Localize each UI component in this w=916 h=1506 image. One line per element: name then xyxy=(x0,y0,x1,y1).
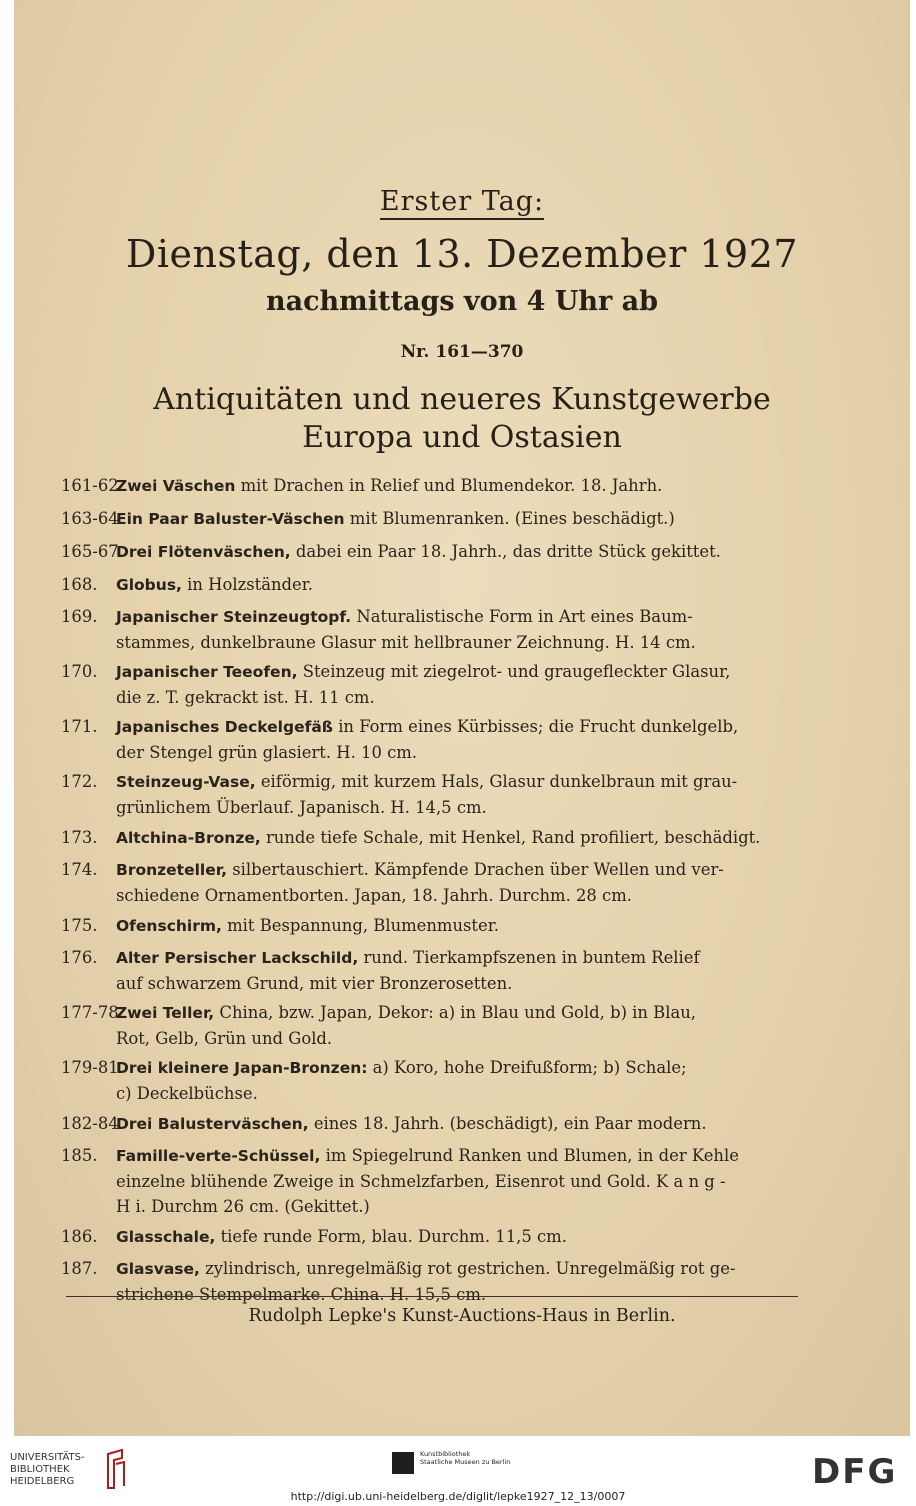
lot-entry xyxy=(61,1143,805,1219)
dfg-logo[interactable]: DFG xyxy=(812,1452,898,1492)
footer-divider xyxy=(66,1296,798,1297)
lot-description: zylindrisch, unregelmäßig rot gestrichen. Unregelmäßig rot ge- xyxy=(205,1259,736,1278)
lot-number: 187. xyxy=(61,1259,98,1278)
lot-entry xyxy=(61,1223,805,1251)
lot-title: Drei kleinere Japan-Bronzen: xyxy=(116,1059,368,1077)
lot-description: strichene Stempelmarke. China. H. 15,5 cm. xyxy=(116,1285,487,1304)
lot-title: Alter Persischer Lackschild, xyxy=(116,949,359,967)
publisher-line: Rudolph Lepke's Kunst-Auctions-Haus in Berlin. xyxy=(248,1306,676,1326)
permalink-url[interactable]: http://digi.ub.uni-heidelberg.de/diglit/lepke1927_12_13/0007 xyxy=(290,1490,626,1503)
lot-entry xyxy=(61,571,805,599)
ub-logo-line: UNIVERSITÄTS- xyxy=(10,1452,85,1463)
lot-description: a) Koro, hohe Dreifußform; b) Schale; xyxy=(372,1058,687,1077)
lot-number: 168. xyxy=(61,575,98,594)
lot-number: 171. xyxy=(61,717,98,736)
lot-number: 185. xyxy=(61,1146,98,1165)
lot-number: 177-78. xyxy=(61,1003,124,1022)
lot-description: stammes, dunkelbraune Glasur mit hellbrauner Zeichnung. H. 14 cm. xyxy=(116,633,696,652)
lot-entry xyxy=(61,1256,805,1307)
lot-number: 182-84. xyxy=(61,1114,124,1133)
lot-title: Glasvase, xyxy=(116,1260,200,1278)
lot-description: die z. T. gekrackt ist. H. 11 cm. xyxy=(116,688,375,707)
lot-title: Japanischer Teeofen, xyxy=(116,663,298,681)
day-heading: Erster Tag: xyxy=(14,186,910,217)
lot-entry xyxy=(61,472,805,500)
lot-title: Bronzeteller, xyxy=(116,861,227,879)
lot-title: Zwei Väschen xyxy=(116,477,236,495)
lot-description: Steinzeug mit ziegelrot- und graugefleckter Glasur, xyxy=(302,662,731,681)
lot-description: eines 18. Jahrh. (beschädigt), ein Paar modern. xyxy=(313,1114,707,1133)
lot-description: mit Blumenranken. (Eines beschädigt.) xyxy=(349,509,675,528)
lot-description: eiförmig, mit kurzem Hals, Glasur dunkelbraun mit grau- xyxy=(260,772,738,791)
lot-description: rund. Tierkampfszenen in buntem Relief xyxy=(363,948,700,967)
lot-entry xyxy=(61,912,805,940)
lot-number: 169. xyxy=(61,607,98,626)
lot-title: Glasschale, xyxy=(116,1228,216,1246)
lot-description: in Form eines Kürbisses; die Frucht dunkelgelb, xyxy=(338,717,739,736)
lot-description: tiefe runde Form, blau. Durchm. 11,5 cm. xyxy=(220,1227,567,1246)
lot-description: H i. Durchm 26 cm. (Gekittet.) xyxy=(116,1197,370,1216)
kunstbibliothek-mark-icon xyxy=(392,1452,414,1474)
lot-number: 170. xyxy=(61,662,98,681)
lot-description: mit Drachen in Relief und Blumendekor. 18. Jahrh. xyxy=(240,476,663,495)
lot-description: Rot, Gelb, Grün und Gold. xyxy=(116,1029,333,1048)
lot-description: einzelne blühende Zweige in Schmelzfarben, Eisenrot und Gold. K a n g - xyxy=(116,1172,726,1191)
lot-description: schiedene Ornamentborten. Japan, 18. Jahrh. Durchm. 28 cm. xyxy=(116,886,632,905)
lot-entry xyxy=(61,505,805,533)
ub-logo-line: HEIDELBERG xyxy=(10,1476,75,1487)
lot-description: im Spiegelrund Ranken und Blumen, in der Kehle xyxy=(325,1146,739,1165)
lot-title: Ein Paar Baluster-Väschen xyxy=(116,510,345,528)
lot-title: Drei Balusterväschen, xyxy=(116,1115,309,1133)
document-page xyxy=(14,0,910,1436)
lot-description: silbertauschiert. Kämpfende Drachen über Wellen und ver- xyxy=(232,860,724,879)
lot-description: Naturalistische Form in Art eines Baum- xyxy=(356,607,693,626)
lot-number: 186. xyxy=(61,1227,98,1246)
time-heading: nachmittags von 4 Uhr ab xyxy=(265,286,659,317)
kunstbibliothek-logo[interactable] xyxy=(420,1450,510,1466)
kb-logo-line: Staatliche Museen zu Berlin xyxy=(420,1458,511,1466)
lot-number: 172. xyxy=(61,772,98,791)
lot-description: grünlichem Überlauf. Japanisch. H. 14,5 cm. xyxy=(116,798,487,817)
lot-number: 173. xyxy=(61,828,98,847)
ub-heidelberg-logo[interactable] xyxy=(10,1452,100,1488)
lot-entry xyxy=(61,945,805,996)
lot-title: Altchina-Bronze, xyxy=(116,829,261,847)
lot-number: 163-64. xyxy=(61,509,124,528)
lot-title: Ofenschirm, xyxy=(116,917,222,935)
lot-list xyxy=(61,472,805,1311)
lot-description: China, bzw. Japan, Dekor: a) in Blau und Gold, b) in Blau, xyxy=(219,1003,697,1022)
ub-logo-line: BIBLIOTHEK xyxy=(10,1464,70,1475)
lot-number: 165-67. xyxy=(61,542,124,561)
lot-entry xyxy=(61,604,805,655)
lot-entry xyxy=(61,824,805,852)
lot-description: mit Bespannung, Blumenmuster. xyxy=(227,916,499,935)
lot-entry xyxy=(61,538,805,566)
lot-number: 175. xyxy=(61,916,98,935)
lot-description: runde tiefe Schale, mit Henkel, Rand profiliert, beschädigt. xyxy=(265,828,761,847)
lot-description: auf schwarzem Grund, mit vier Bronzerosetten. xyxy=(116,974,513,993)
lot-entry xyxy=(61,769,805,820)
lot-entry xyxy=(61,1055,805,1106)
lot-title: Globus, xyxy=(116,576,182,594)
section-title-line1: Antiquitäten und neueres Kunstgewerbe xyxy=(153,382,771,417)
lot-title: Drei Flötenväschen, xyxy=(116,543,291,561)
lot-description: in Holzständer. xyxy=(187,575,313,594)
lot-title: Japanischer Steinzeugtopf. xyxy=(116,608,352,626)
lot-number: 179-81. xyxy=(61,1058,124,1077)
lot-number: 176. xyxy=(61,948,98,967)
lot-title: Steinzeug-Vase, xyxy=(116,773,256,791)
lot-title: Zwei Teller, xyxy=(116,1004,215,1022)
lot-title: Famille-verte-Schüssel, xyxy=(116,1147,321,1165)
ub-emblem-icon xyxy=(104,1448,126,1490)
lot-number: 174. xyxy=(61,860,98,879)
lot-entry xyxy=(61,714,805,765)
lot-number: 161-62. xyxy=(61,476,124,495)
lot-description: c) Deckelbüchse. xyxy=(116,1084,258,1103)
lot-range: Nr. 161—370 xyxy=(400,342,524,362)
lot-entry xyxy=(61,857,805,908)
lot-description: dabei ein Paar 18. Jahrh., das dritte Stück gekittet. xyxy=(295,542,721,561)
lot-description: der Stengel grün glasiert. H. 10 cm. xyxy=(116,743,418,762)
section-title-line2: Europa und Ostasien xyxy=(302,420,622,455)
lot-entry xyxy=(61,1000,805,1051)
kb-logo-line: Kunstbibliothek xyxy=(420,1450,471,1458)
lot-title: Japanisches Deckelgefäß xyxy=(116,718,333,736)
date-heading: Dienstag, den 13. Dezember 1927 xyxy=(125,232,799,276)
lot-entry xyxy=(61,659,805,710)
lot-entry xyxy=(61,1110,805,1138)
